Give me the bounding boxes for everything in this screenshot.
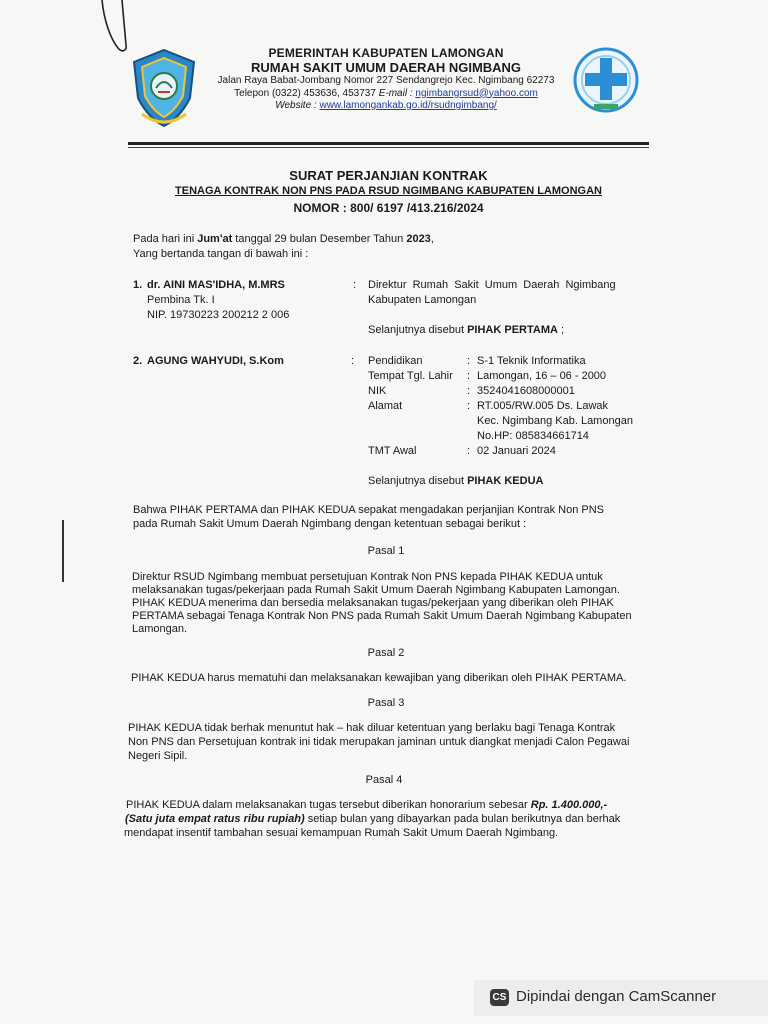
- party2-field-label: Pendidikan: [368, 355, 423, 367]
- hospital-website: [200, 100, 572, 113]
- party2-field-label: Alamat: [368, 400, 403, 412]
- party1-colon: :: [353, 279, 357, 291]
- party1-role-line2: Kabupaten Lamongan: [368, 294, 477, 306]
- party1-name: dr. AINI MAS'IDHA, M.MRS: [147, 279, 285, 291]
- pasal-3-line: Non PNS dan Persetujuan kontrak ini tidak merupakan jaminan untuk diangkat menjadi Calon Pegawai: [128, 736, 630, 748]
- pasal-4-line: mendapat insentif tambahan sesuai kemampuan Rumah Sakit Umum Daerah Ngimbang.: [124, 827, 559, 839]
- pasal-4-heading: Pasal 4: [365, 774, 403, 786]
- agreement-line: Bahwa PIHAK PERTAMA dan PIHAK KEDUA sepakat mengadakan perjanjian Kontrak Non PNS: [133, 504, 605, 516]
- document-number: NOMOR : 800/ 6197 /413.216/2024: [293, 201, 484, 215]
- party2-field-sep: :: [467, 385, 471, 397]
- letterhead-divider-thick: [128, 142, 649, 145]
- pasal-1-line: PERTAMA sebagai Tenaga Kontrak Non PNS pada Rumah Sakit Umum Daerah Ngimbang Kabupaten: [132, 610, 632, 622]
- honorarium-in-words: (Satu juta empat ratus ribu rupiah): [125, 813, 305, 825]
- party2-phone: No.HP: 085834661714: [477, 430, 589, 442]
- email-link[interactable]: ngimbangrsud@yahoo.com: [415, 87, 538, 99]
- pasal-3-line: PIHAK KEDUA tidak berhak menuntut hak – hak diluar ketentuan yang berlaku bagi Tenaga Kontrak: [128, 722, 616, 734]
- phone-numbers: Telepon (0322) 453636, 453737: [234, 87, 376, 99]
- party2-field-value: S-1 Teknik Informatika: [477, 355, 586, 367]
- paper-clip-icon: [96, 0, 136, 55]
- intro-line-2: Yang bertanda tangan di bawah ini :: [133, 248, 309, 260]
- pasal-1-line: melaksanakan tugas/pekerjaan pada Rumah Sakit Umum Daerah Ngimbang Kabupaten Lamongan.: [132, 584, 620, 596]
- party2-field-label: NIK: [368, 385, 387, 397]
- email-label: E-mail :: [378, 87, 413, 99]
- party1-number: 1.: [133, 279, 143, 291]
- party2-field-value: Lamongan, 16 – 06 - 2000: [477, 370, 607, 382]
- intro-day: Jum'at: [197, 233, 233, 245]
- intro-text: Pada hari ini: [133, 233, 198, 245]
- agreement-line: pada Rumah Sakit Umum Daerah Ngimbang dengan ketentuan sebagai berikut :: [133, 518, 527, 530]
- party2-colon: :: [351, 355, 355, 367]
- intro-punct: ,: [430, 233, 434, 245]
- party2-field-value: 3524041608000001: [477, 385, 575, 397]
- document-title: SURAT PERJANJIAN KONTRAK: [289, 168, 488, 183]
- pasal-3-line: Negeri Sipil.: [128, 750, 188, 762]
- party2-number: 2.: [133, 355, 143, 367]
- lamongan-emblem-logo: [128, 48, 200, 128]
- hospital-name: RUMAH SAKIT UMUM DAERAH NGIMBANG: [250, 60, 522, 75]
- party2-tmt-sep: :: [467, 445, 471, 457]
- party2-ref-text: Selanjutnya disebut: [368, 475, 468, 487]
- pasal-4-line: [125, 813, 620, 826]
- party2-field-sep: :: [467, 400, 471, 412]
- pasal-4-text: setiap bulan yang dibayarkan pada bulan berikutnya dan berhak: [304, 813, 621, 825]
- website-label: Website :: [275, 100, 317, 111]
- party1-rank: Pembina Tk. I: [147, 294, 215, 306]
- pasal-1-line: PIHAK KEDUA menerima dan bersedia melaksanakan tugas/pekerjaan yang diberikan oleh PIHAK: [132, 597, 614, 609]
- pasal-2-line: PIHAK KEDUA harus mematuhi dan melaksanakan kewajiban yang diberikan oleh PIHAK PERTAMA.: [131, 672, 627, 684]
- letterhead: [200, 46, 572, 113]
- pasal-2-heading: Pasal 2: [367, 647, 405, 659]
- document-title-block: [128, 168, 649, 216]
- pasal-1-heading: Pasal 1: [367, 545, 405, 557]
- hospital-cross-logo: [572, 44, 640, 120]
- party2-ref-label: PIHAK KEDUA: [467, 475, 544, 487]
- party2-address-line2: Kec. Ngimbang Kab. Lamongan: [477, 415, 633, 427]
- party2-reference: [368, 474, 543, 489]
- scan-edge-mark: [62, 520, 64, 582]
- party1-nip: NIP. 19730223 200212 2 006: [147, 309, 290, 321]
- party2-tmt-value: 02 Januari 2024: [477, 445, 556, 457]
- camscanner-icon: CS: [490, 989, 509, 1006]
- party2-field-sep: :: [467, 370, 471, 382]
- hospital-address: Jalan Raya Babat-Jombang Nomor 227 Sendangrejo Kec. Ngimbang 62273: [217, 75, 555, 86]
- document-subtitle: TENAGA KONTRAK NON PNS PADA RSUD NGIMBANG KABUPATEN LAMONGAN: [175, 185, 602, 197]
- pasal-1-line: Lamongan.: [132, 623, 188, 635]
- pasal-3-heading: Pasal 3: [367, 697, 405, 709]
- pasal-1-line: Direktur RSUD Ngimbang membuat persetujuan Kontrak Non PNS kepada PIHAK KEDUA untuk: [132, 571, 603, 583]
- party1-ref-punct: ;: [557, 324, 565, 336]
- hospital-contact: [200, 88, 572, 101]
- party2-field-value: RT.005/RW.005 Ds. Lawak: [477, 400, 609, 412]
- intro-line: [133, 232, 434, 247]
- letterhead-divider-thin: [128, 147, 649, 148]
- party2-name: AGUNG WAHYUDI, S.Kom: [147, 355, 284, 367]
- intro-date: tanggal 29 bulan Desember Tahun: [232, 233, 407, 245]
- government-name: PEMERINTAH KABUPATEN LAMONGAN: [268, 46, 504, 60]
- party1-role: Direktur Rumah Sakit Umum Daerah Ngimbang: [368, 279, 616, 291]
- party1-ref-text: Selanjutnya disebut: [368, 324, 468, 336]
- website-link[interactable]: www.lamongankab.go.id/rsudngimbang/: [319, 100, 497, 111]
- honorarium-amount: Rp. 1.400.000,-: [530, 799, 608, 811]
- party2-field-label: Tempat Tgl. Lahir: [368, 370, 453, 382]
- intro-year: 2023: [406, 233, 431, 245]
- party1-reference: [368, 323, 564, 338]
- scanner-watermark-label: Dipindai dengan CamScanner: [516, 988, 717, 1005]
- party1-ref-label: PIHAK PERTAMA: [467, 324, 558, 336]
- party2-field-sep: :: [467, 355, 471, 367]
- party2-tmt-label: TMT Awal: [368, 445, 417, 457]
- pasal-4-line: [126, 799, 607, 812]
- pasal-4-text: PIHAK KEDUA dalam melaksanakan tugas tersebut diberikan honorarium sebesar: [126, 799, 531, 811]
